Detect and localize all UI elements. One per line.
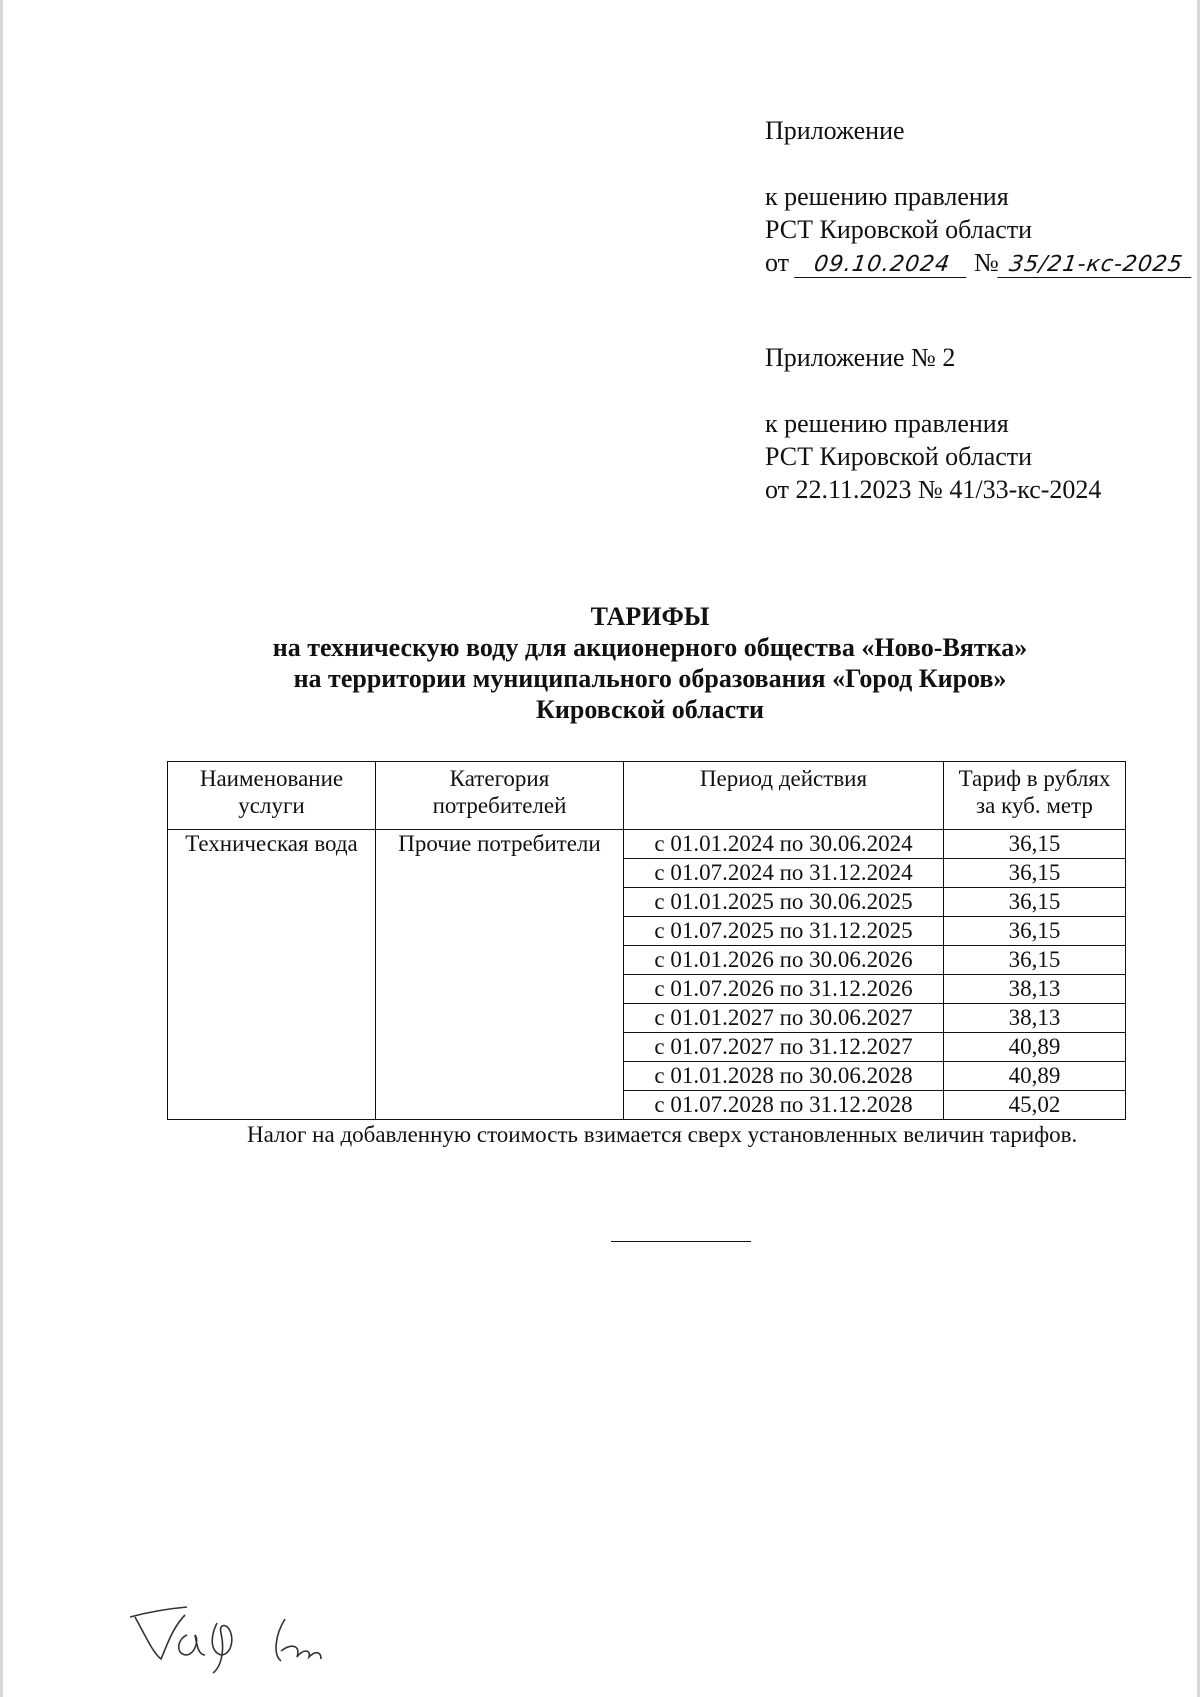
cell-period: с 01.07.2026 по 31.12.2026: [624, 975, 944, 1004]
appendix-1-date-prefix: от: [765, 248, 790, 277]
appendix-2-line2: РСТ Кировской области: [765, 442, 1033, 471]
cell-rate: 45,02: [944, 1091, 1126, 1120]
cell-period: с 01.07.2024 по 31.12.2024: [624, 859, 944, 888]
appendix-2-line1: к решению правления: [765, 409, 1009, 438]
heading-line3: на территории муниципального образования «Город Киров»: [293, 664, 1007, 693]
table-row: [168, 830, 1126, 859]
appendix-1-number-prefix: №: [974, 248, 999, 277]
cell-rate: 36,15: [944, 830, 1126, 859]
cell-period: с 01.01.2027 по 30.06.2027: [624, 1004, 944, 1033]
appendix-1-date-line: [765, 246, 1193, 279]
appendix-1-line2: РСТ Кировской области: [765, 215, 1033, 244]
table-header-row: [168, 762, 1126, 830]
cell-category: Прочие потребители: [376, 830, 624, 1120]
table-body: [168, 830, 1126, 1120]
appendix-2-title: Приложение № 2: [765, 343, 956, 372]
cell-rate: 38,13: [944, 975, 1126, 1004]
heading-line1: ТАРИФЫ: [590, 602, 710, 631]
appendix-1-handwritten-number: 35/21-кс-2025: [997, 253, 1195, 278]
header-period: Период действия: [624, 762, 944, 830]
appendix-1-line1: к решению правления: [765, 182, 1009, 211]
cell-rate: 36,15: [944, 917, 1126, 946]
tariffs-table: [167, 761, 1126, 1120]
cell-rate: 40,89: [944, 1062, 1126, 1091]
cell-period: с 01.07.2028 по 31.12.2028: [624, 1091, 944, 1120]
cell-rate: 38,13: [944, 1004, 1126, 1033]
vat-note: Налог на добавленную стоимость взимается сверх установленных величин тарифов.: [247, 1122, 1078, 1147]
header-rate: Тариф в рублях за куб. метр: [944, 762, 1126, 830]
header-service: Наименование услуги: [168, 762, 376, 830]
heading-line4: Кировской области: [536, 695, 764, 724]
heading-line2: на техническую воду для акционерного общества «Ново-Вятка»: [272, 633, 1028, 662]
cell-period: с 01.07.2025 по 31.12.2025: [624, 917, 944, 946]
cell-rate: 36,15: [944, 946, 1126, 975]
cell-period: с 01.01.2024 по 30.06.2024: [624, 830, 944, 859]
appendix-1-block: [765, 114, 1193, 279]
cell-period: с 01.07.2027 по 31.12.2027: [624, 1033, 944, 1062]
appendix-2-line3: от 22.11.2023 № 41/33-кс-2024: [765, 475, 1102, 504]
closing-rule: [611, 1241, 751, 1242]
handwritten-signature: [125, 1595, 365, 1675]
cell-rate: 36,15: [944, 859, 1126, 888]
header-category: Категория потребителей: [376, 762, 624, 830]
cell-period: с 01.01.2025 по 30.06.2025: [624, 888, 944, 917]
scan-left-edge: [0, 0, 3, 1697]
cell-rate: 40,89: [944, 1033, 1126, 1062]
appendix-1-handwritten-date: 09.10.2024: [794, 253, 970, 278]
cell-period: с 01.01.2028 по 30.06.2028: [624, 1062, 944, 1091]
document-heading: [160, 601, 1140, 725]
cell-service: Техническая вода: [168, 830, 376, 1120]
cell-rate: 36,15: [944, 888, 1126, 917]
cell-period: с 01.01.2026 по 30.06.2026: [624, 946, 944, 975]
appendix-1-title: Приложение: [765, 116, 905, 145]
appendix-2-block: [765, 341, 1101, 506]
